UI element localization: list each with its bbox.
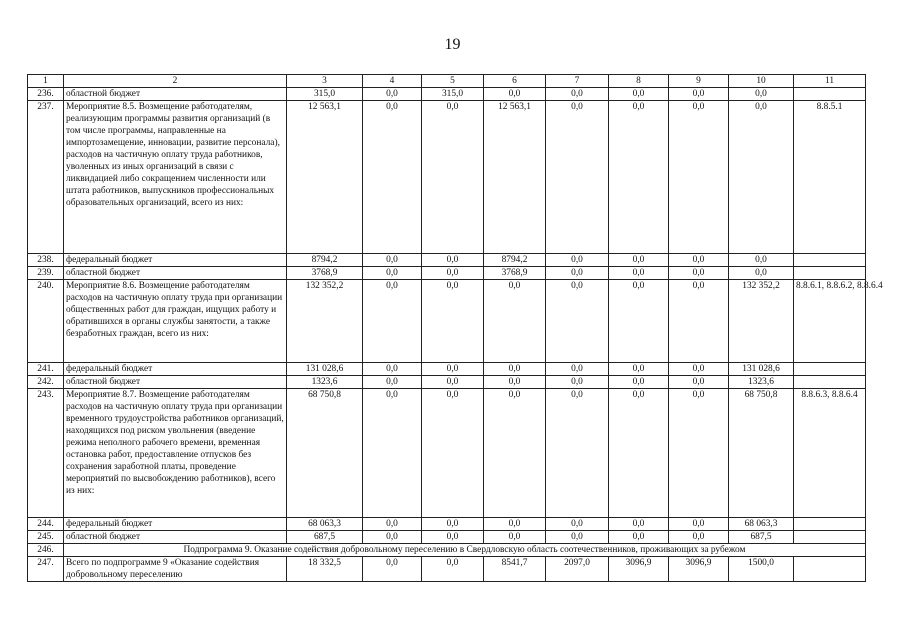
value-cell: 0,0	[363, 376, 422, 389]
header-cell: 7	[546, 75, 609, 88]
description-cell: федеральный бюджет	[64, 254, 287, 267]
value-cell: 0,0	[422, 363, 484, 376]
description-cell: областной бюджет	[64, 376, 287, 389]
value-cell: 0,0	[546, 376, 609, 389]
header-cell: 6	[484, 75, 546, 88]
value-cell: 0,0	[546, 101, 609, 254]
header-cell: 5	[422, 75, 484, 88]
value-cell: 0,0	[546, 389, 609, 518]
reference-cell: 8.8.5.1	[794, 101, 866, 254]
value-cell: 0,0	[363, 363, 422, 376]
reference-cell	[794, 254, 866, 267]
value-cell: 0,0	[669, 389, 729, 518]
value-cell: 68 750,8	[287, 389, 363, 518]
value-cell: 0,0	[363, 557, 422, 582]
table-header-row	[28, 75, 866, 88]
row-number-cell: 238.	[28, 254, 64, 267]
value-cell: 8794,2	[287, 254, 363, 267]
table-row	[28, 376, 866, 389]
value-cell: 0,0	[669, 531, 729, 544]
description-cell: Мероприятие 8.6. Возмещение работодателям расходов на частичную оплату труда при организации общественных работ для граждан, ищущих работу и обратившихся в органы службы занятости, а также безработных граждан, всего из них:	[64, 280, 287, 363]
value-cell: 0,0	[609, 280, 669, 363]
value-cell: 0,0	[609, 101, 669, 254]
value-cell: 0,0	[484, 518, 546, 531]
value-cell: 132 352,2	[287, 280, 363, 363]
reference-cell	[794, 376, 866, 389]
value-cell: 687,5	[287, 531, 363, 544]
description-cell: федеральный бюджет	[64, 518, 287, 531]
reference-cell	[794, 518, 866, 531]
value-cell: 1323,6	[729, 376, 794, 389]
table-row	[28, 531, 866, 544]
table-row	[28, 88, 866, 101]
row-number-cell: 240.	[28, 280, 64, 363]
value-cell: 132 352,2	[729, 280, 794, 363]
value-cell: 2097,0	[546, 557, 609, 582]
value-cell: 0,0	[669, 363, 729, 376]
value-cell: 0,0	[546, 363, 609, 376]
value-cell: 0,0	[484, 389, 546, 518]
value-cell: 0,0	[363, 518, 422, 531]
value-cell: 3768,9	[287, 267, 363, 280]
row-number-cell: 237.	[28, 101, 64, 254]
value-cell: 0,0	[669, 101, 729, 254]
header-cell: 3	[287, 75, 363, 88]
description-cell: областной бюджет	[64, 267, 287, 280]
table-body	[28, 75, 883, 582]
table-row	[28, 101, 866, 254]
value-cell: 0,0	[729, 254, 794, 267]
value-cell: 0,0	[669, 376, 729, 389]
row-number-cell: 247.	[28, 557, 64, 582]
value-cell: 0,0	[609, 267, 669, 280]
table-row	[28, 363, 866, 376]
value-cell: 0,0	[363, 531, 422, 544]
value-cell: 0,0	[363, 267, 422, 280]
row-number-cell: 243.	[28, 389, 64, 518]
header-cell: 1	[28, 75, 64, 88]
page-number: 19	[444, 36, 461, 53]
description-cell: Всего по подпрограмме 9 «Оказание содействия добровольному переселению	[64, 557, 287, 582]
header-cell: 9	[669, 75, 729, 88]
reference-cell: 8.8.6.1, 8.8.6.2, 8.8.6.4	[794, 280, 866, 363]
reference-cell	[794, 557, 866, 582]
value-cell: 0,0	[363, 389, 422, 518]
row-number-cell: 239.	[28, 267, 64, 280]
value-cell: 0,0	[422, 531, 484, 544]
row-number-cell: 236.	[28, 88, 64, 101]
value-cell: 0,0	[729, 101, 794, 254]
value-cell: 0,0	[422, 254, 484, 267]
value-cell: 0,0	[609, 88, 669, 101]
value-cell: 0,0	[729, 88, 794, 101]
table-row	[28, 267, 866, 280]
subprogram-title: Подпрограмма 9. Оказание содействия добровольному переселению в Свердловскую область соотечественников, проживающих за рубежом	[64, 544, 866, 557]
value-cell: 0,0	[363, 280, 422, 363]
value-cell: 0,0	[609, 376, 669, 389]
value-cell: 3096,9	[609, 557, 669, 582]
value-cell: 0,0	[546, 518, 609, 531]
description-cell: Мероприятие 8.7. Возмещение работодателям расходов на частичную оплату труда при организации временного трудоустройства работников организаций, находящихся под риском увольнения (введение режима неполного рабочего времени, временная остановка работ, предоставление отпусков без сохранения заработной платы, проведение мероприятий по высвобождению работников), всего из них:	[64, 389, 287, 518]
value-cell: 0,0	[669, 254, 729, 267]
value-cell: 3768,9	[484, 267, 546, 280]
value-cell: 0,0	[609, 389, 669, 518]
table-row	[28, 389, 866, 518]
value-cell: 0,0	[363, 101, 422, 254]
value-cell: 12 563,1	[484, 101, 546, 254]
value-cell: 0,0	[363, 254, 422, 267]
description-cell: областной бюджет	[64, 88, 287, 101]
row-number-cell: 242.	[28, 376, 64, 389]
value-cell: 12 563,1	[287, 101, 363, 254]
value-cell: 0,0	[484, 531, 546, 544]
description-cell: Мероприятие 8.5. Возмещение работодателям, реализующим программы развития организаций (в том числе программы, направленные на импортозамещение, инновации, развитие персонала), расходов на частичную оплату труда работников, уволенных из иных организаций в связи с ликвидацией либо сокращением численности или штата работников, выпускников профессиональных образовательных организаций, всего из них:	[64, 101, 287, 254]
header-cell: 2	[64, 75, 287, 88]
value-cell: 68 063,3	[729, 518, 794, 531]
reference-cell	[794, 531, 866, 544]
value-cell: 0,0	[669, 267, 729, 280]
table-row	[28, 254, 866, 267]
description-cell: областной бюджет	[64, 531, 287, 544]
table-row	[28, 280, 866, 363]
reference-cell: 8.8.6.3, 8.8.6.4	[794, 389, 866, 518]
description-cell: федеральный бюджет	[64, 363, 287, 376]
reference-cell	[794, 363, 866, 376]
table-row	[28, 557, 866, 582]
value-cell: 0,0	[669, 88, 729, 101]
value-cell: 0,0	[609, 531, 669, 544]
value-cell: 0,0	[609, 363, 669, 376]
value-cell: 1323,6	[287, 376, 363, 389]
value-cell: 0,0	[484, 376, 546, 389]
row-number-cell: 241.	[28, 363, 64, 376]
subprogram-row	[28, 544, 866, 557]
value-cell: 8794,2	[484, 254, 546, 267]
value-cell: 0,0	[484, 88, 546, 101]
value-cell: 0,0	[363, 88, 422, 101]
value-cell: 0,0	[422, 376, 484, 389]
value-cell: 687,5	[729, 531, 794, 544]
reference-cell	[794, 267, 866, 280]
budget-table	[27, 74, 883, 582]
value-cell: 131 028,6	[729, 363, 794, 376]
value-cell: 8541,7	[484, 557, 546, 582]
value-cell: 315,0	[287, 88, 363, 101]
value-cell: 0,0	[546, 280, 609, 363]
row-number-cell: 245.	[28, 531, 64, 544]
value-cell: 68 063,3	[287, 518, 363, 531]
value-cell: 315,0	[422, 88, 484, 101]
reference-cell	[794, 88, 866, 101]
value-cell: 0,0	[422, 557, 484, 582]
value-cell: 0,0	[546, 267, 609, 280]
row-number-cell: 246.	[28, 544, 64, 557]
value-cell: 0,0	[422, 389, 484, 518]
value-cell: 3096,9	[669, 557, 729, 582]
value-cell: 0,0	[609, 518, 669, 531]
value-cell: 0,0	[422, 280, 484, 363]
header-cell: 11	[794, 75, 866, 88]
header-cell: 8	[609, 75, 669, 88]
value-cell: 0,0	[422, 267, 484, 280]
value-cell: 0,0	[729, 267, 794, 280]
value-cell: 0,0	[484, 280, 546, 363]
value-cell: 18 332,5	[287, 557, 363, 582]
value-cell: 0,0	[484, 363, 546, 376]
value-cell: 131 028,6	[287, 363, 363, 376]
value-cell: 68 750,8	[729, 389, 794, 518]
row-number-cell: 244.	[28, 518, 64, 531]
header-cell: 10	[729, 75, 794, 88]
value-cell: 0,0	[422, 518, 484, 531]
value-cell: 0,0	[546, 254, 609, 267]
value-cell: 0,0	[546, 88, 609, 101]
value-cell: 0,0	[422, 101, 484, 254]
value-cell: 1500,0	[729, 557, 794, 582]
header-cell: 4	[363, 75, 422, 88]
table-row	[28, 518, 866, 531]
value-cell: 0,0	[609, 254, 669, 267]
value-cell: 0,0	[669, 280, 729, 363]
value-cell: 0,0	[669, 518, 729, 531]
value-cell: 0,0	[546, 531, 609, 544]
